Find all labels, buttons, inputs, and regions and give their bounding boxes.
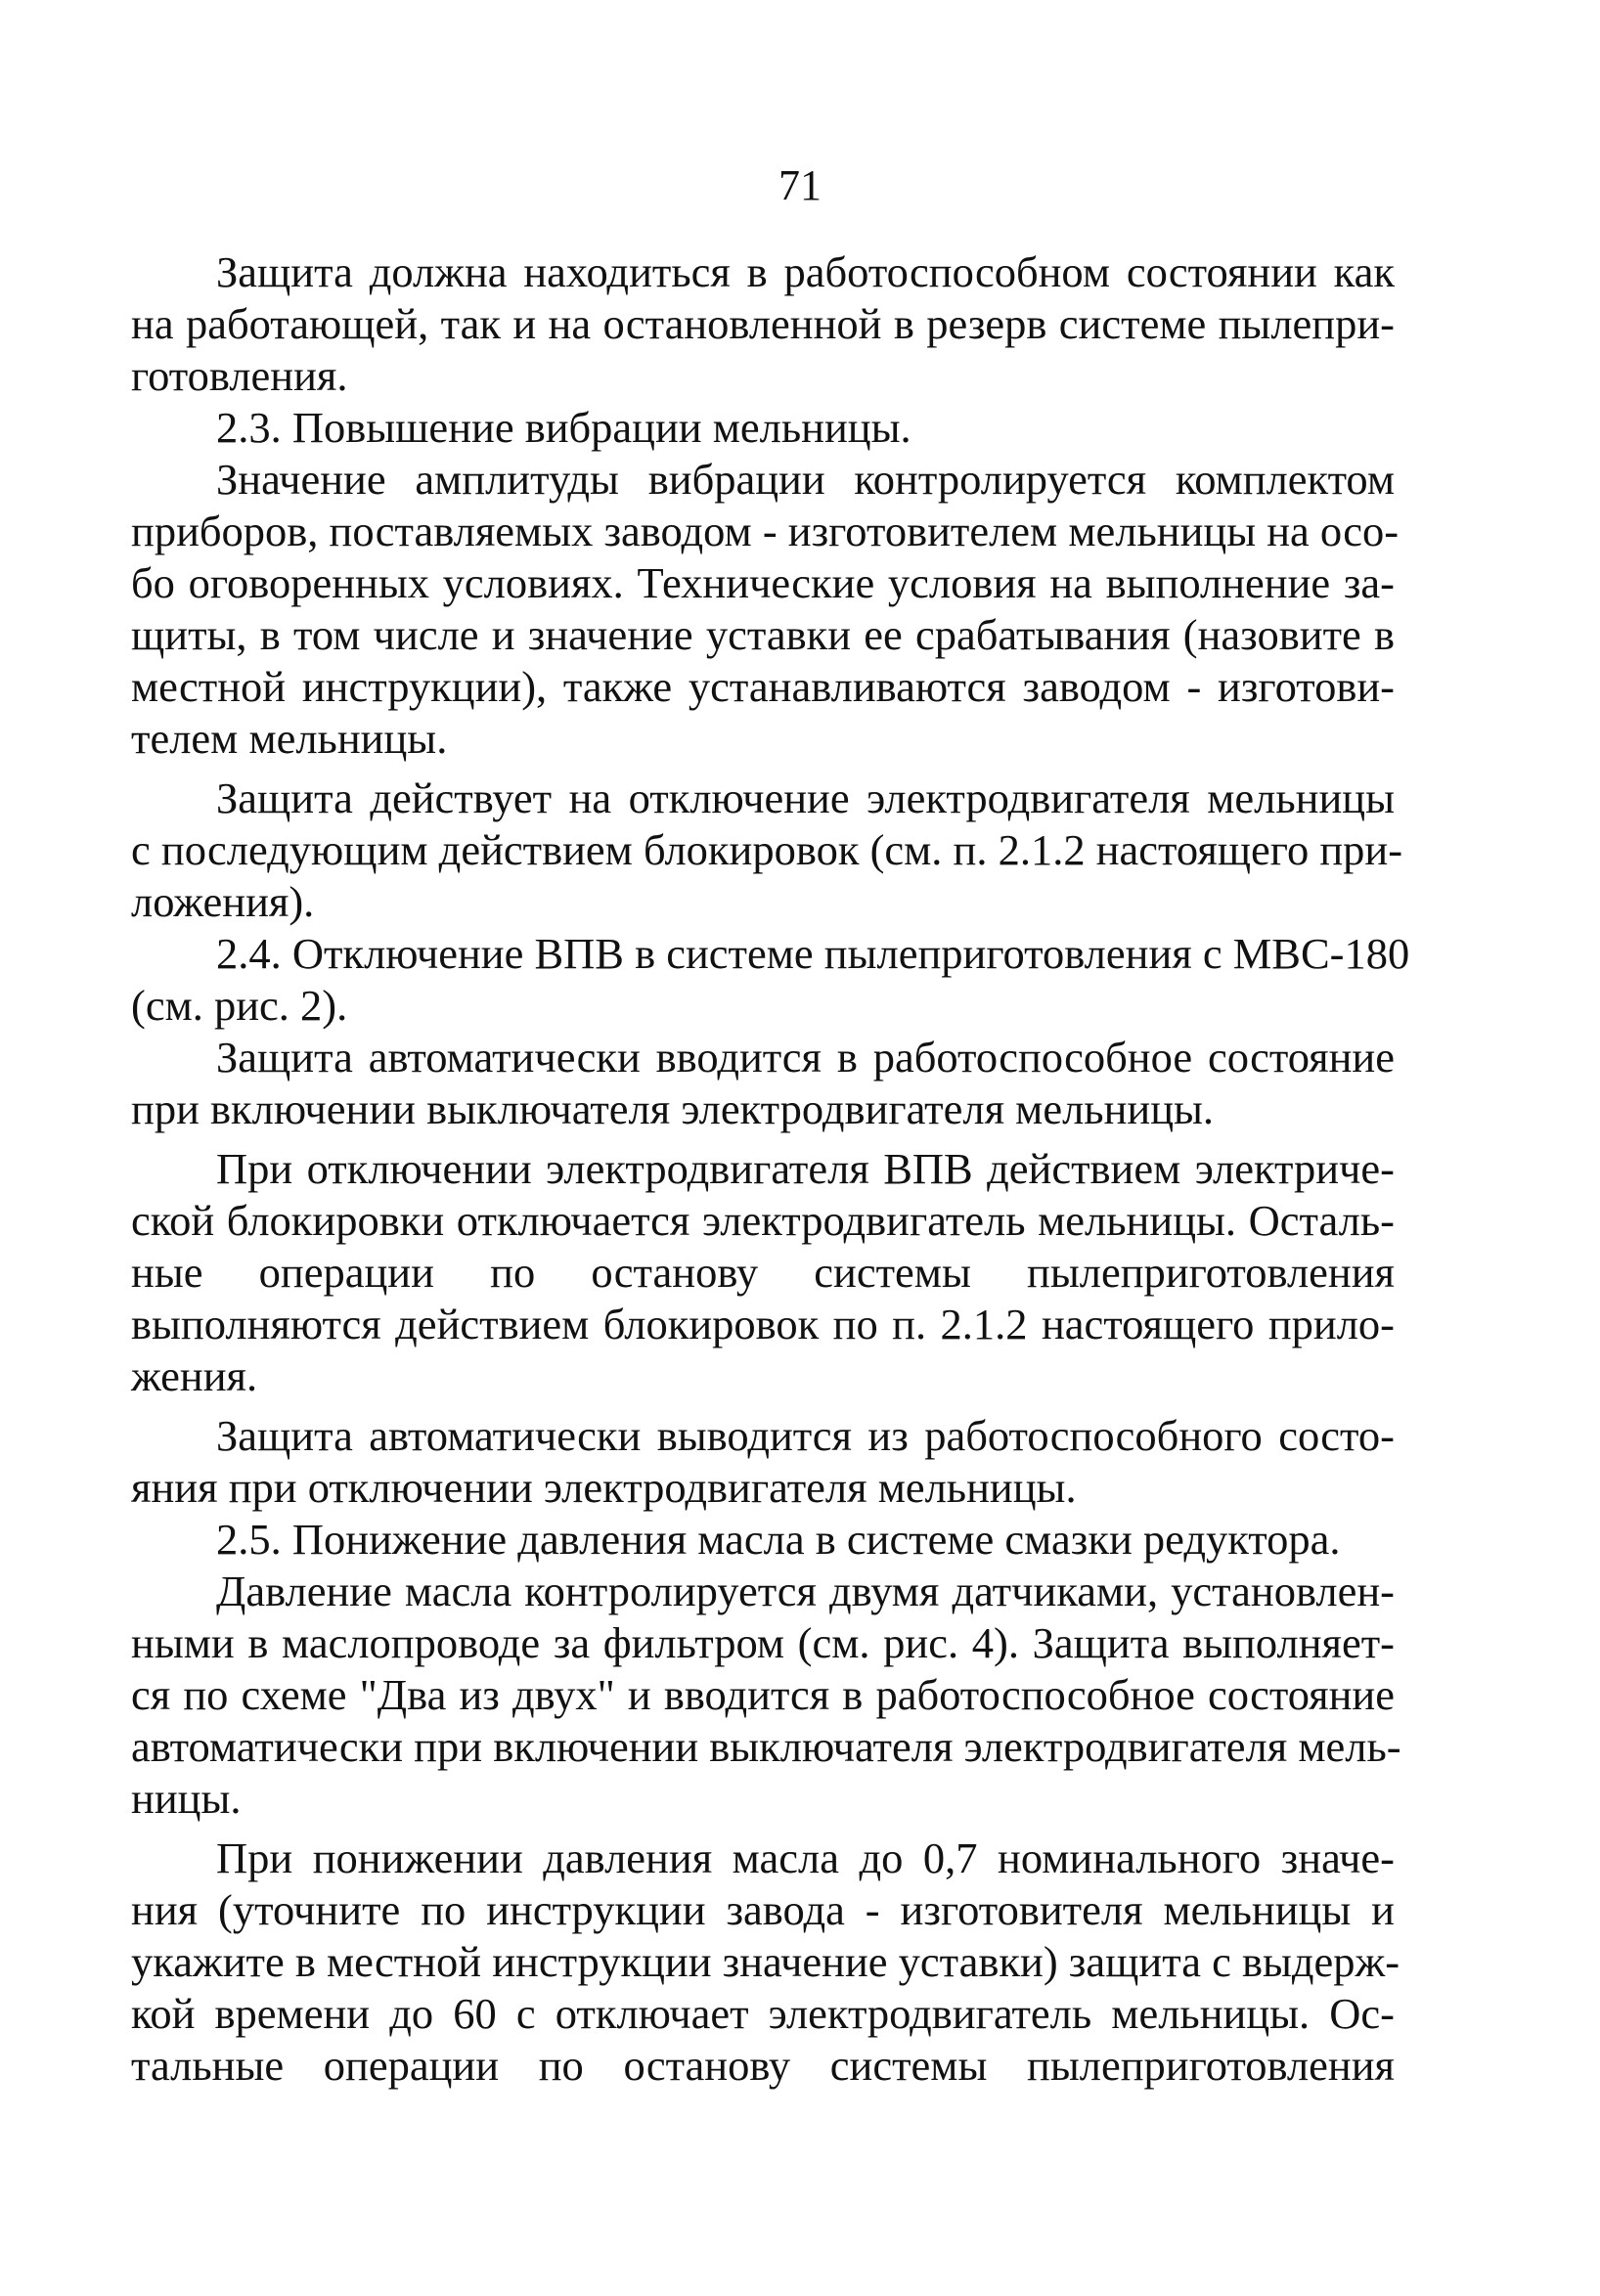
text-line: (см. рис. 2). xyxy=(131,981,348,1030)
text-line: Давление масла контролируется двумя датчиками, установлен- xyxy=(216,1567,1395,1615)
text-line: ложения). xyxy=(131,877,315,926)
text-line: бо оговоренных условиях. Технические условия на выполнение за- xyxy=(131,558,1395,607)
text-line: Защита автоматически выводится из работоспособного состо- xyxy=(216,1411,1395,1460)
text-line: Значение амплитуды вибрации контролируется комплектом xyxy=(216,455,1395,504)
text-line: тальные операции по останову системы пылеприготовления xyxy=(131,2041,1395,2090)
text-line: яния при отключении электродвигателя мельницы. xyxy=(131,1463,1077,1512)
text-line: ницы. xyxy=(131,1774,242,1823)
text-line: с последующим действием блокировок (см. п. 2.1.2 настоящего при- xyxy=(131,825,1403,874)
text-line: автоматически при включении выключателя электродвигателя мель- xyxy=(131,1722,1401,1771)
text-line: ными в маслопроводе за фильтром (см. рис. 4). Защита выполняет- xyxy=(131,1618,1395,1667)
text-line: ния (уточните по инструкции завода - изготовителя мельницы и xyxy=(131,1885,1395,1934)
text-line: Защита действует на отключение электродвигателя мельницы xyxy=(216,773,1395,822)
text-line: на работающей, так и на остановленной в резерв системе пылепри- xyxy=(131,299,1395,348)
text-line: При отключении электродвигателя ВПВ действием электриче- xyxy=(216,1144,1395,1193)
text-line: кой времени до 60 с отключает электродвигатель мельницы. Ос- xyxy=(131,1989,1395,2038)
section-heading: 2.3. Повышение вибрации мельницы. xyxy=(216,403,911,452)
text-line: готовления. xyxy=(131,351,348,400)
text-line: местной инструкции), также устанавливаются заводом - изготови- xyxy=(131,662,1395,711)
text-line: Защита автоматически вводится в работоспособное состояние xyxy=(216,1033,1395,1082)
text-line: ные операции по останову системы пылеприготовления xyxy=(131,1248,1395,1297)
text-line: щиты, в том числе и значение уставки ее срабатывания (назовите в xyxy=(131,610,1395,659)
text-line: при включении выключателя электродвигателя мельницы. xyxy=(131,1084,1215,1133)
text-line: укажите в местной инструкции значение уставки) защита с выдерж- xyxy=(131,1937,1400,1986)
text-line: жения. xyxy=(131,1351,258,1400)
text-line: ской блокировки отключается электродвигатель мельницы. Осталь- xyxy=(131,1196,1395,1245)
text-line: Защита должна находиться в работоспособном состоянии как xyxy=(216,247,1395,296)
document-body xyxy=(131,246,1410,2092)
section-heading: 2.5. Понижение давления масла в системе смазки редуктора. xyxy=(216,1515,1341,1564)
page-number: 71 xyxy=(778,161,822,209)
text-line: телем мельницы. xyxy=(131,714,448,763)
text-line: приборов, поставляемых заводом - изготовителем мельницы на осо- xyxy=(131,507,1400,555)
text-line: выполняются действием блокировок по п. 2.1.2 настоящего прило- xyxy=(131,1300,1395,1348)
text-line: При понижении давления масла до 0,7 номинального значе- xyxy=(216,1833,1395,1882)
section-heading: 2.4. Отключение ВПВ в системе пылеприготовления с МВС-180 xyxy=(216,929,1410,978)
text-line: ся по схеме "Два из двух" и вводится в работоспособное состояние xyxy=(131,1670,1395,1719)
